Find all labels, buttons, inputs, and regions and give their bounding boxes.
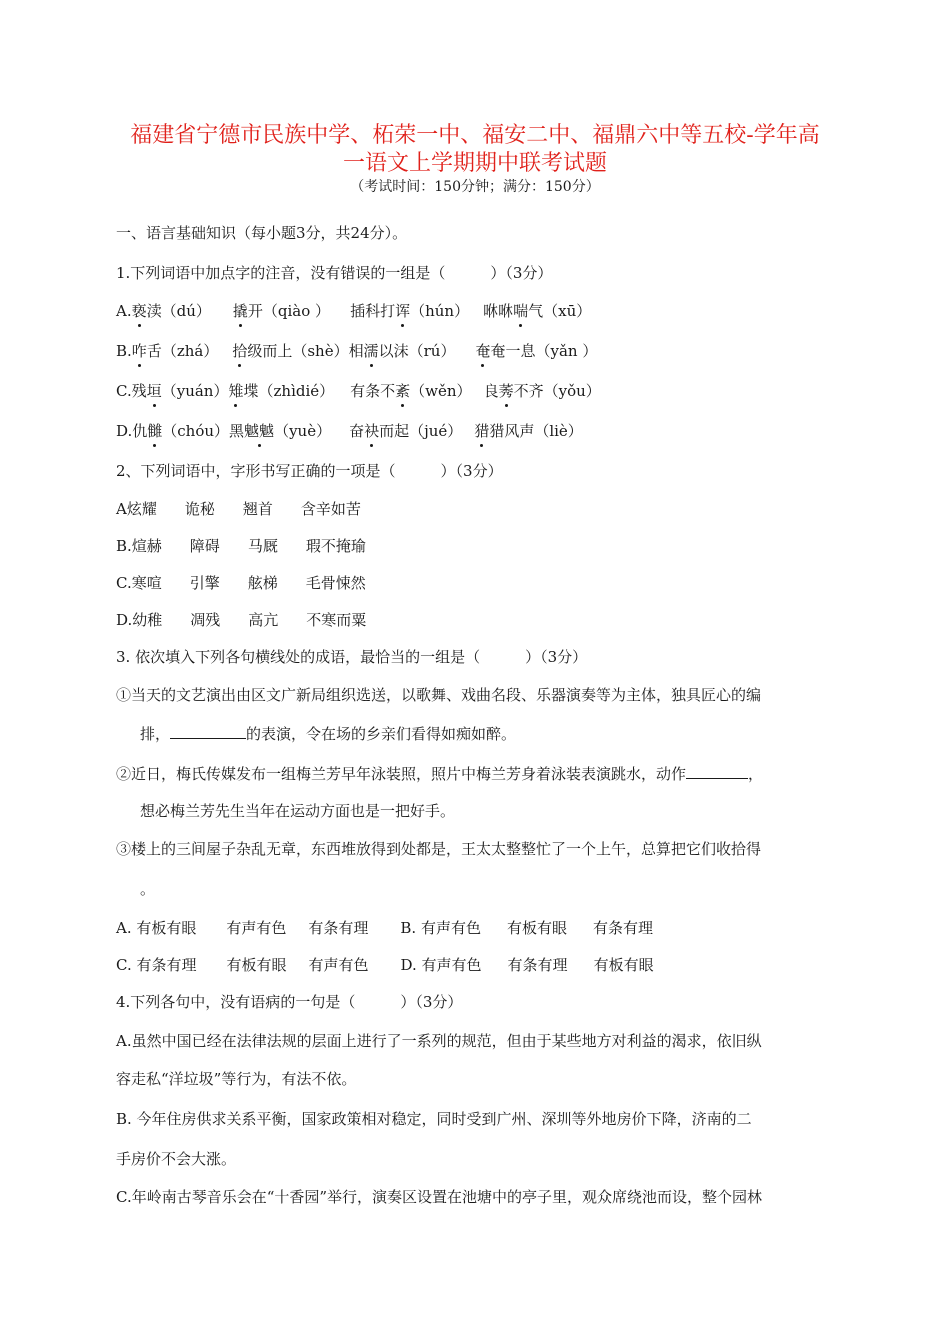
option-text: 堞（zhìdié） bbox=[243, 382, 335, 400]
q3-sentence1-line1: ①当天的文艺演出由区文广新局组织选送，以歌舞、戏曲名段、乐器演奏等为主体，独具匠心的编 bbox=[116, 686, 762, 704]
option-text: B. 有声有色 bbox=[400, 919, 481, 937]
option-text: 而起（jué） bbox=[379, 422, 463, 440]
q1-option-d bbox=[116, 420, 583, 442]
option-text: A炫耀 bbox=[116, 500, 157, 518]
q3-sentence1-line2 bbox=[140, 722, 516, 745]
option-text: C.寒喧 bbox=[116, 574, 162, 592]
q3-options-row2 bbox=[116, 954, 654, 976]
option-text: （yuán） bbox=[161, 382, 229, 400]
q2-option-c bbox=[116, 572, 366, 594]
dotted-char: 雉 bbox=[228, 382, 244, 400]
sentence-text: ②近日，梅氏传媒发布一组梅兰芳早年泳装照，照片中梅兰芳身着泳装表演跳水，动作 bbox=[116, 765, 687, 783]
q3-sentence3-line2: 。 bbox=[140, 880, 156, 898]
option-text: 有条有理 bbox=[308, 919, 369, 937]
sentence-text: 的表演，令在场的乡亲们看得如痴如醉。 bbox=[246, 725, 517, 743]
dotted-char: 亵 bbox=[131, 302, 147, 320]
option-text: 毛骨悚然 bbox=[305, 574, 366, 592]
option-letter: A. bbox=[116, 302, 132, 320]
q4-option-c-line1: C.年岭南古琴音乐会在“十香园”举行，演奏区设置在池塘中的亭子里，观众席绕池而设，整个园林 bbox=[116, 1188, 763, 1206]
q2-stem: 2、下列词语中，字形书写正确的一项是（ ）（3分） bbox=[116, 462, 503, 480]
option-text: B.煊赫 bbox=[116, 537, 162, 555]
option-text: 奄一息（yǎn ） bbox=[490, 342, 598, 360]
dotted-char: 猎 bbox=[474, 422, 490, 440]
fill-blank bbox=[686, 762, 748, 779]
q2-option-d bbox=[116, 609, 366, 631]
q1-stem: 1.下列词语中加点字的注音，没有错误的一组是（ ）（3分） bbox=[116, 264, 553, 282]
q1-option-c bbox=[116, 380, 601, 402]
q4-stem: 4.下列各句中，没有语病的一句是（ ）（3分） bbox=[116, 993, 463, 1011]
option-text: 凋残 bbox=[190, 611, 221, 629]
q3-sentence2-line2: 想必梅兰芳先生当年在运动方面也是一把好手。 bbox=[140, 802, 456, 820]
option-text: 插科打 bbox=[350, 302, 396, 320]
section-heading: 一、语言基础知识（每小题3分，共24分）。 bbox=[116, 224, 408, 242]
option-text: 咻咻 bbox=[483, 302, 514, 320]
exam-info: （考试时间：150分钟；满分：150分） bbox=[350, 179, 600, 195]
q1-option-a bbox=[116, 300, 591, 322]
option-text: 奋 bbox=[349, 422, 365, 440]
option-text: 有板有眼 bbox=[506, 919, 567, 937]
option-text: 有声有色 bbox=[226, 919, 287, 937]
q3-options-row1 bbox=[116, 917, 653, 939]
option-text: 舷梯 bbox=[247, 574, 278, 592]
option-text: （wěn） bbox=[410, 382, 472, 400]
option-text: 翘首 bbox=[242, 500, 273, 518]
q4-option-b-line2: 手房价不会大涨。 bbox=[116, 1150, 237, 1168]
option-text: 猎风声（liè） bbox=[489, 422, 583, 440]
option-text: 级而上（shè）相 bbox=[247, 342, 364, 360]
q1-option-b bbox=[116, 340, 597, 362]
option-text: 舌（zhá） bbox=[146, 342, 219, 360]
option-text: D. 有声有色 bbox=[400, 956, 482, 974]
option-text: C.残 bbox=[116, 382, 147, 400]
dotted-char: 雠 bbox=[147, 422, 163, 440]
q3-sentence2-line1 bbox=[116, 762, 763, 785]
option-text: 有板有眼 bbox=[593, 956, 654, 974]
sentence-text: 排， bbox=[140, 725, 171, 743]
option-text: 障碍 bbox=[189, 537, 220, 555]
option-text: （hún） bbox=[410, 302, 470, 320]
q2-option-a bbox=[116, 498, 361, 520]
option-text: A. 有板有眼 bbox=[116, 919, 197, 937]
q3-sentence3-line1: ③楼上的三间屋子杂乱无章，东西堆放得到处都是，王太太整整忙了一个上午，总算把它们收拾得 bbox=[116, 840, 762, 858]
dotted-char: 喘 bbox=[513, 302, 529, 320]
option-text: （chóu）黑 bbox=[162, 422, 245, 440]
option-text: 高亢 bbox=[248, 611, 279, 629]
dotted-char: 袂 bbox=[364, 422, 380, 440]
option-text: 不齐（yǒu） bbox=[513, 382, 601, 400]
option-text: 开（qiào ） bbox=[247, 302, 331, 320]
option-text: 以沫（rú） bbox=[378, 342, 456, 360]
option-text: 良 bbox=[483, 382, 499, 400]
option-text: 含辛如苦 bbox=[300, 500, 361, 518]
dotted-char: 拾 bbox=[232, 342, 248, 360]
option-text: 有声有色 bbox=[308, 956, 369, 974]
dotted-char: 濡 bbox=[363, 342, 379, 360]
dotted-char: 垣 bbox=[146, 382, 162, 400]
dotted-char: 莠 bbox=[498, 382, 514, 400]
dotted-char: 紊 bbox=[395, 382, 411, 400]
option-text: 有条不 bbox=[350, 382, 396, 400]
option-text: D.仇 bbox=[116, 422, 148, 440]
option-text: 诡秘 bbox=[184, 500, 215, 518]
sentence-text: ， bbox=[748, 765, 764, 783]
q2-option-b bbox=[116, 535, 366, 557]
dotted-char: 诨 bbox=[395, 302, 411, 320]
option-text: （yuè） bbox=[274, 422, 332, 440]
option-text: 有条有理 bbox=[507, 956, 568, 974]
option-text: 马厩 bbox=[247, 537, 278, 555]
document-title-line2: 一语文上学期期中联考试题 bbox=[342, 151, 607, 176]
dotted-char: 奄 bbox=[475, 342, 491, 360]
document-title-line1: 福建省宁德市民族中学、柘荣一中、福安二中、福鼎六中等五校-学年高 bbox=[130, 123, 820, 148]
q4-option-a-line1: A.虽然中国已经在法律法规的层面上进行了一系列的规范，但由于某些地方对利益的渴求，依旧纵 bbox=[116, 1032, 762, 1050]
q4-option-b-line1: B. 今年住房供求关系平衡，国家政策相对稳定，同时受到广州、深圳等外地房价下降，济南的二 bbox=[116, 1110, 752, 1128]
option-text: 引擎 bbox=[189, 574, 220, 592]
dotted-char: 撬 bbox=[232, 302, 248, 320]
option-text: C. 有条有理 bbox=[116, 956, 197, 974]
fill-blank bbox=[170, 722, 246, 739]
option-text: 有板有眼 bbox=[226, 956, 287, 974]
option-letter: B. bbox=[116, 342, 132, 360]
dotted-char: 咋 bbox=[131, 342, 147, 360]
q4-option-a-line2: 容走私“洋垃圾”等行为，有法不依。 bbox=[116, 1070, 357, 1088]
option-text: 瑕不掩瑜 bbox=[305, 537, 366, 555]
q3-stem: 3. 依次填入下列各句横线处的成语，最恰当的一组是（ ）（3分） bbox=[116, 648, 588, 666]
option-text: 渎（dú） bbox=[146, 302, 211, 320]
option-text: 不寒而粟 bbox=[306, 611, 367, 629]
option-text: D.幼稚 bbox=[116, 611, 163, 629]
option-text: 有条有理 bbox=[592, 919, 653, 937]
option-text: 气（xū） bbox=[528, 302, 592, 320]
dotted-char: 魆魆 bbox=[244, 422, 275, 440]
